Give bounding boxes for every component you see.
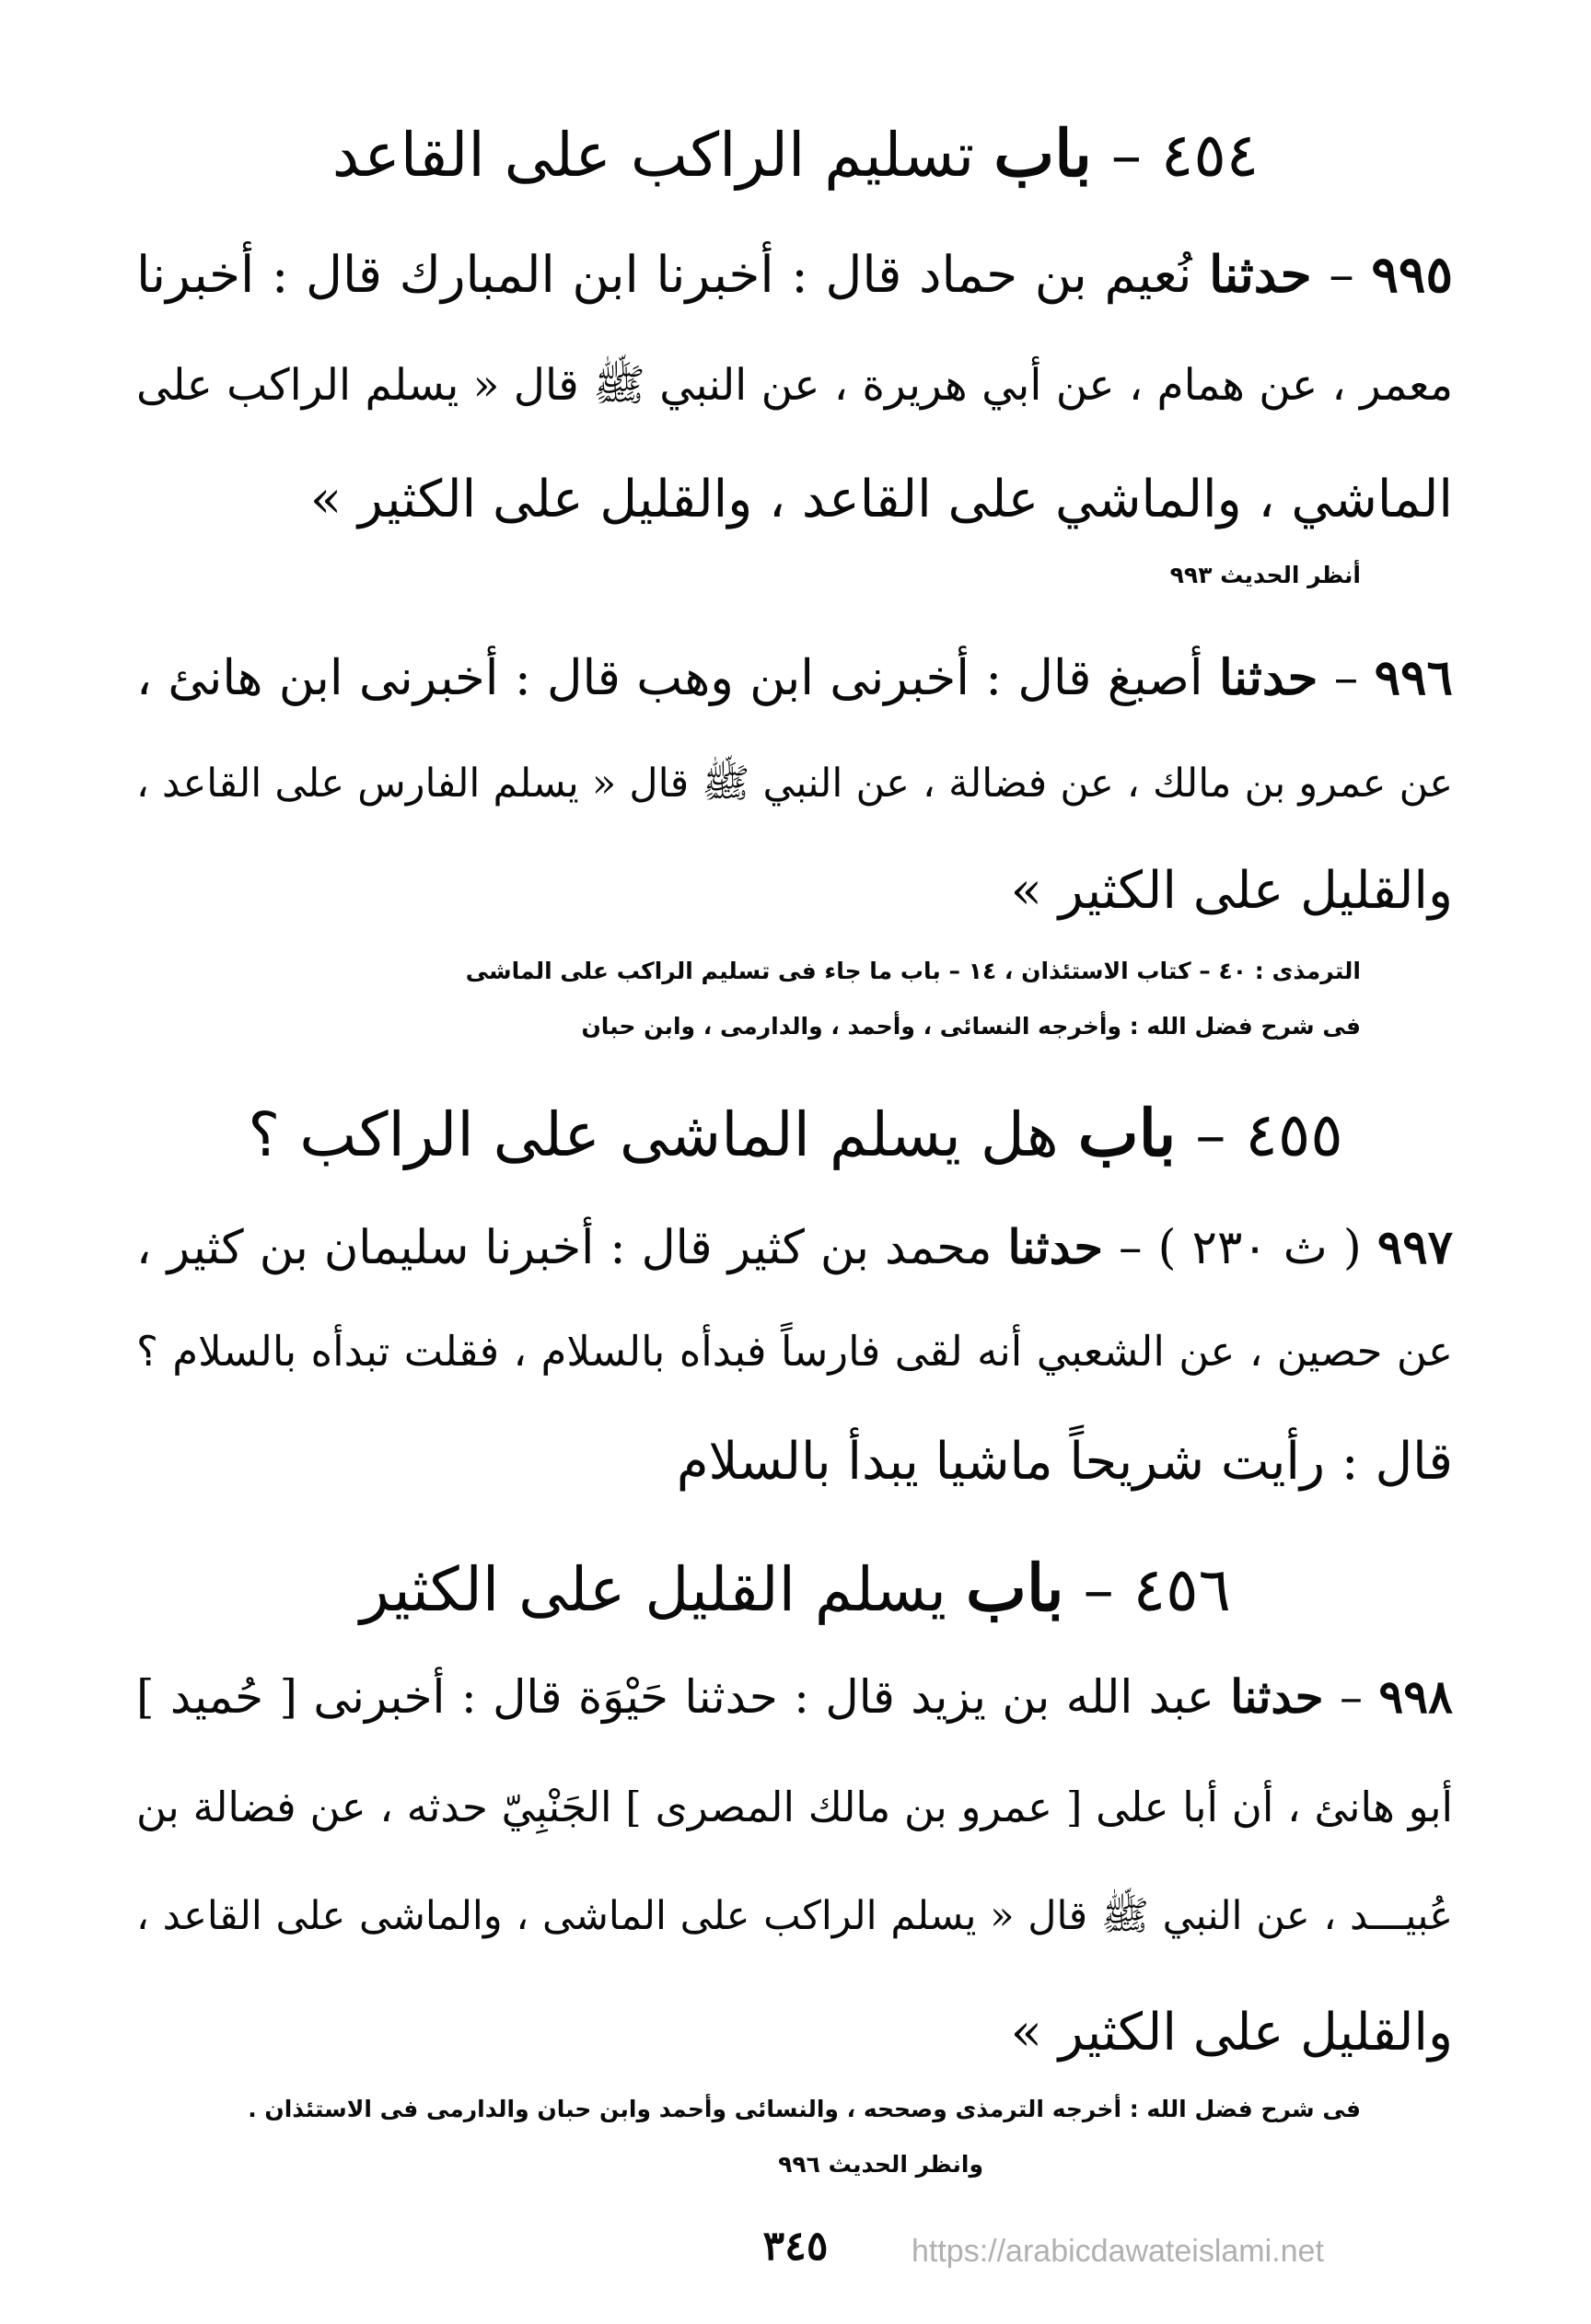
- chapter-bab-label: باب: [965, 1550, 1064, 1626]
- hadith-996-line-2: عن عمرو بن مالك ، عن فضالة ، عن النبي ﷺ قال « يسلم الفارس على القاعد ،: [136, 761, 1453, 807]
- chapter-dash: –: [1195, 1099, 1226, 1170]
- hadith-number: ٩٩٨: [1378, 1669, 1453, 1724]
- chapter-dash: –: [1110, 120, 1142, 191]
- hadith-number: ٩٩٦: [1374, 649, 1453, 706]
- chapter-number: ٤٥٥: [1245, 1099, 1343, 1170]
- chapter-bab-label: باب: [993, 115, 1092, 192]
- chapter-bab-label: باب: [1077, 1095, 1177, 1171]
- chapter-title-text: تسليم الراكب على القاعد: [331, 120, 975, 191]
- hadith-dash: –: [1333, 650, 1359, 706]
- hadith-dash: –: [1329, 245, 1354, 304]
- hadith-998-line-4: والقليل على الكثير »: [1010, 2003, 1453, 2063]
- chapter-dash: –: [1083, 1554, 1114, 1625]
- hadith-995-note: أنظر الحديث ٩٩٣: [1169, 562, 1361, 588]
- hadith-995-line-1: [136, 244, 1453, 304]
- hadith-998-line-1: [136, 1669, 1453, 1724]
- hadith-text: محمد بن كثير قال : أخبرنا سليمان بن كثير ،: [136, 1221, 993, 1275]
- chapter-454-heading: [0, 115, 1591, 192]
- haddathana-label: حدثنا: [1218, 649, 1318, 706]
- chapter-455-heading: [0, 1095, 1591, 1171]
- hadith-997-line-3: قال : رأيت شريحاً ماشيا يبدأ بالسلام: [676, 1432, 1453, 1492]
- hadith-998-note-1: فى شرح فضل الله : أخرجه الترمذى وصححه ، والنسائى وأحمد وابن حبان والدارمى فى الاستئذان .: [248, 2096, 1361, 2122]
- hadith-text: عبد الله بن يزيد قال : حدثنا حَيْوَة قال : أخبرنى [ حُميد ]: [136, 1670, 1214, 1724]
- chapter-number: ٤٥٤: [1160, 120, 1260, 191]
- hadith-997-line-2: عن حصين ، عن الشعبي أنه لقى فارساً فبدأه بالسلام ، فقلت تبدأه بالسلام ؟: [136, 1327, 1453, 1376]
- page-number: ٣٤٥: [762, 2223, 829, 2270]
- chapter-title-text: يسلم القليل على الكثير: [360, 1554, 946, 1625]
- hadith-ref: ( ث ٢٣٠ ): [1157, 1221, 1362, 1275]
- hadith-996-line-1: [136, 649, 1453, 706]
- hadith-text: أصبغ قال : أخبرنى ابن وهب قال : أخبرنى ابن هانئ ،: [136, 650, 1203, 706]
- hadith-dash: –: [1340, 1670, 1363, 1724]
- hadith-997-line-1: [136, 1220, 1454, 1275]
- hadith-998-note-2: وانظر الحديث ٩٩٦: [778, 2151, 983, 2178]
- hadith-996-note-1: الترمذى : ٤٠ – كتاب الاستئذان ، ١٤ – باب ما جاء فى تسليم الراكب على الماشى: [465, 958, 1361, 984]
- chapter-number: ٤٥٦: [1132, 1554, 1231, 1625]
- chapter-title-text: هل يسلم الماشى على الراكب ؟: [248, 1099, 1059, 1170]
- hadith-995-line-2: معمر ، عن همام ، عن أبي هريرة ، عن النبي ﷺ قال « يسلم الراكب على: [136, 360, 1453, 411]
- hadith-number: ٩٩٥: [1371, 244, 1453, 304]
- hadith-dash: –: [1119, 1221, 1143, 1275]
- chapter-456-heading: [0, 1550, 1591, 1626]
- haddathana-label: حدثنا: [1209, 244, 1312, 304]
- hadith-998-line-2: أبو هانئ ، أن أبا على [ عمرو بن مالك المصرى ] الجَنْبِيّ حدثه ، عن فضالة بن: [136, 1783, 1453, 1831]
- watermark-url: https://arabicdawateislami.net: [912, 2234, 1324, 2269]
- hadith-996-note-2: فى شرح فضل الله : وأخرجه النسائى ، وأحمد ، والدارمى ، وابن حبان: [581, 1013, 1361, 1040]
- hadith-995-line-3: الماشي ، والماشي على القاعد ، والقليل على الكثير »: [309, 470, 1453, 529]
- hadith-number: ٩٩٧: [1376, 1220, 1454, 1275]
- hadith-996-line-3: والقليل على الكثير »: [1010, 861, 1453, 921]
- hadith-text: نُعيم بن حماد قال : أخبرنا ابن المبارك قال : أخبرنا: [136, 245, 1192, 304]
- hadith-998-line-3: عُبيـــد ، عن النبي ﷺ قال « يسلم الراكب على الماشى ، والماشى على القاعد ،: [136, 1893, 1453, 1939]
- haddathana-label: حدثنا: [1007, 1220, 1103, 1275]
- haddathana-label: حدثنا: [1230, 1669, 1324, 1724]
